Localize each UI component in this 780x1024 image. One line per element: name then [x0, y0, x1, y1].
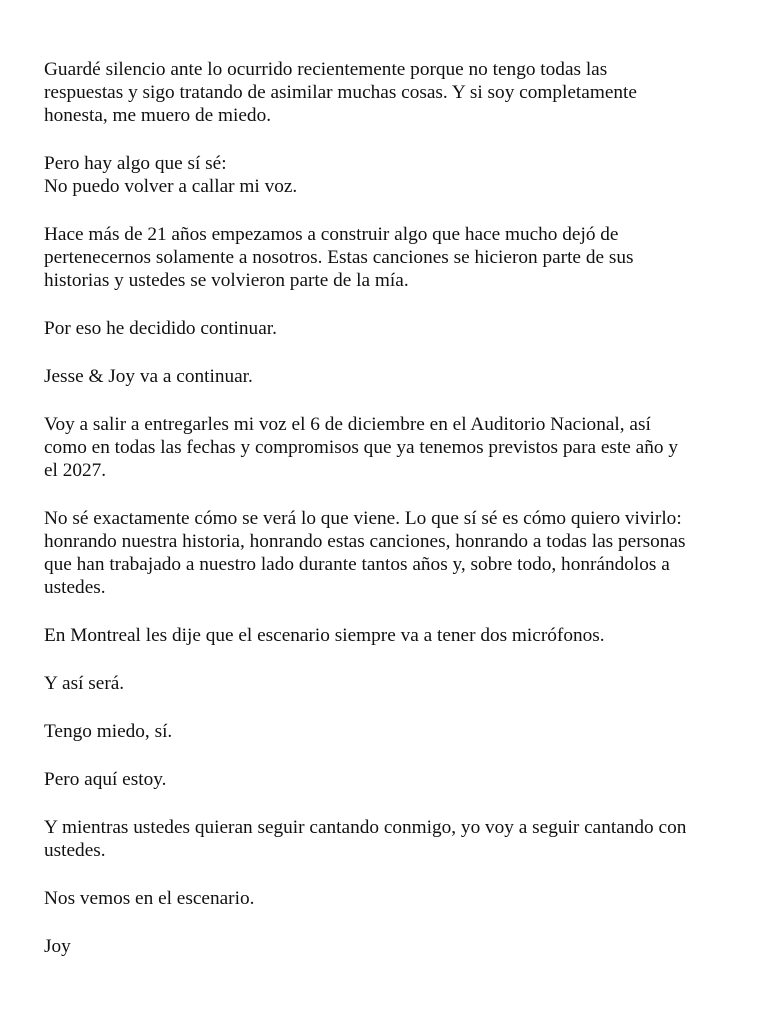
- paragraph-concert-dates: Voy a salir a entregarles mi voz el 6 de diciembre en el Auditorio Nacional, así como en todas las fechas y compromisos que ya tenemos previstos para este año y el 2027.: [44, 414, 678, 481]
- paragraph-future: No sé exactamente cómo se verá lo que viene. Lo que sí sé es cómo quiero vivirlo: honrando nuestra historia, honrando estas canciones, honrando a todas las personas que han trabajado a nuestro lado durante tantos años y, sobre todo, honrándolos a ustedes.: [44, 508, 686, 598]
- signature: Joy: [44, 936, 71, 957]
- paragraph-keep-singing: Y mientras ustedes quieran seguir cantando conmigo, yo voy a seguir cantando con ustedes.: [44, 817, 687, 861]
- paragraph-band-continues: Jesse & Joy va a continuar.: [44, 366, 253, 387]
- paragraph-here-i-am: Pero aquí estoy.: [44, 769, 167, 790]
- letter-body: [44, 58, 756, 958]
- paragraph-see-you: Nos vemos en el escenario.: [44, 888, 255, 909]
- paragraph-afraid: Tengo miedo, sí.: [44, 721, 173, 742]
- paragraph-opening: Guardé silencio ante lo ocurrido recientemente porque no tengo todas las respuestas y sigo tratando de asimilar muchas cosas. Y si soy completamente honesta, me muero de miedo.: [44, 59, 637, 126]
- paragraph-so-it-will-be: Y así será.: [44, 673, 125, 694]
- paragraph-history: Hace más de 21 años empezamos a construir algo que hace mucho dejó de pertenecernos solamente a nosotros. Estas canciones se hicieron parte de sus historias y ustedes se volvieron parte de la mía.: [44, 224, 634, 291]
- paragraph-montreal: En Montreal les dije que el escenario siempre va a tener dos micrófonos.: [44, 625, 605, 646]
- paragraph-decision: Por eso he decidido continuar.: [44, 318, 277, 339]
- paragraph-voice: Pero hay algo que sí sé: No puedo volver a callar mi voz.: [44, 153, 298, 197]
